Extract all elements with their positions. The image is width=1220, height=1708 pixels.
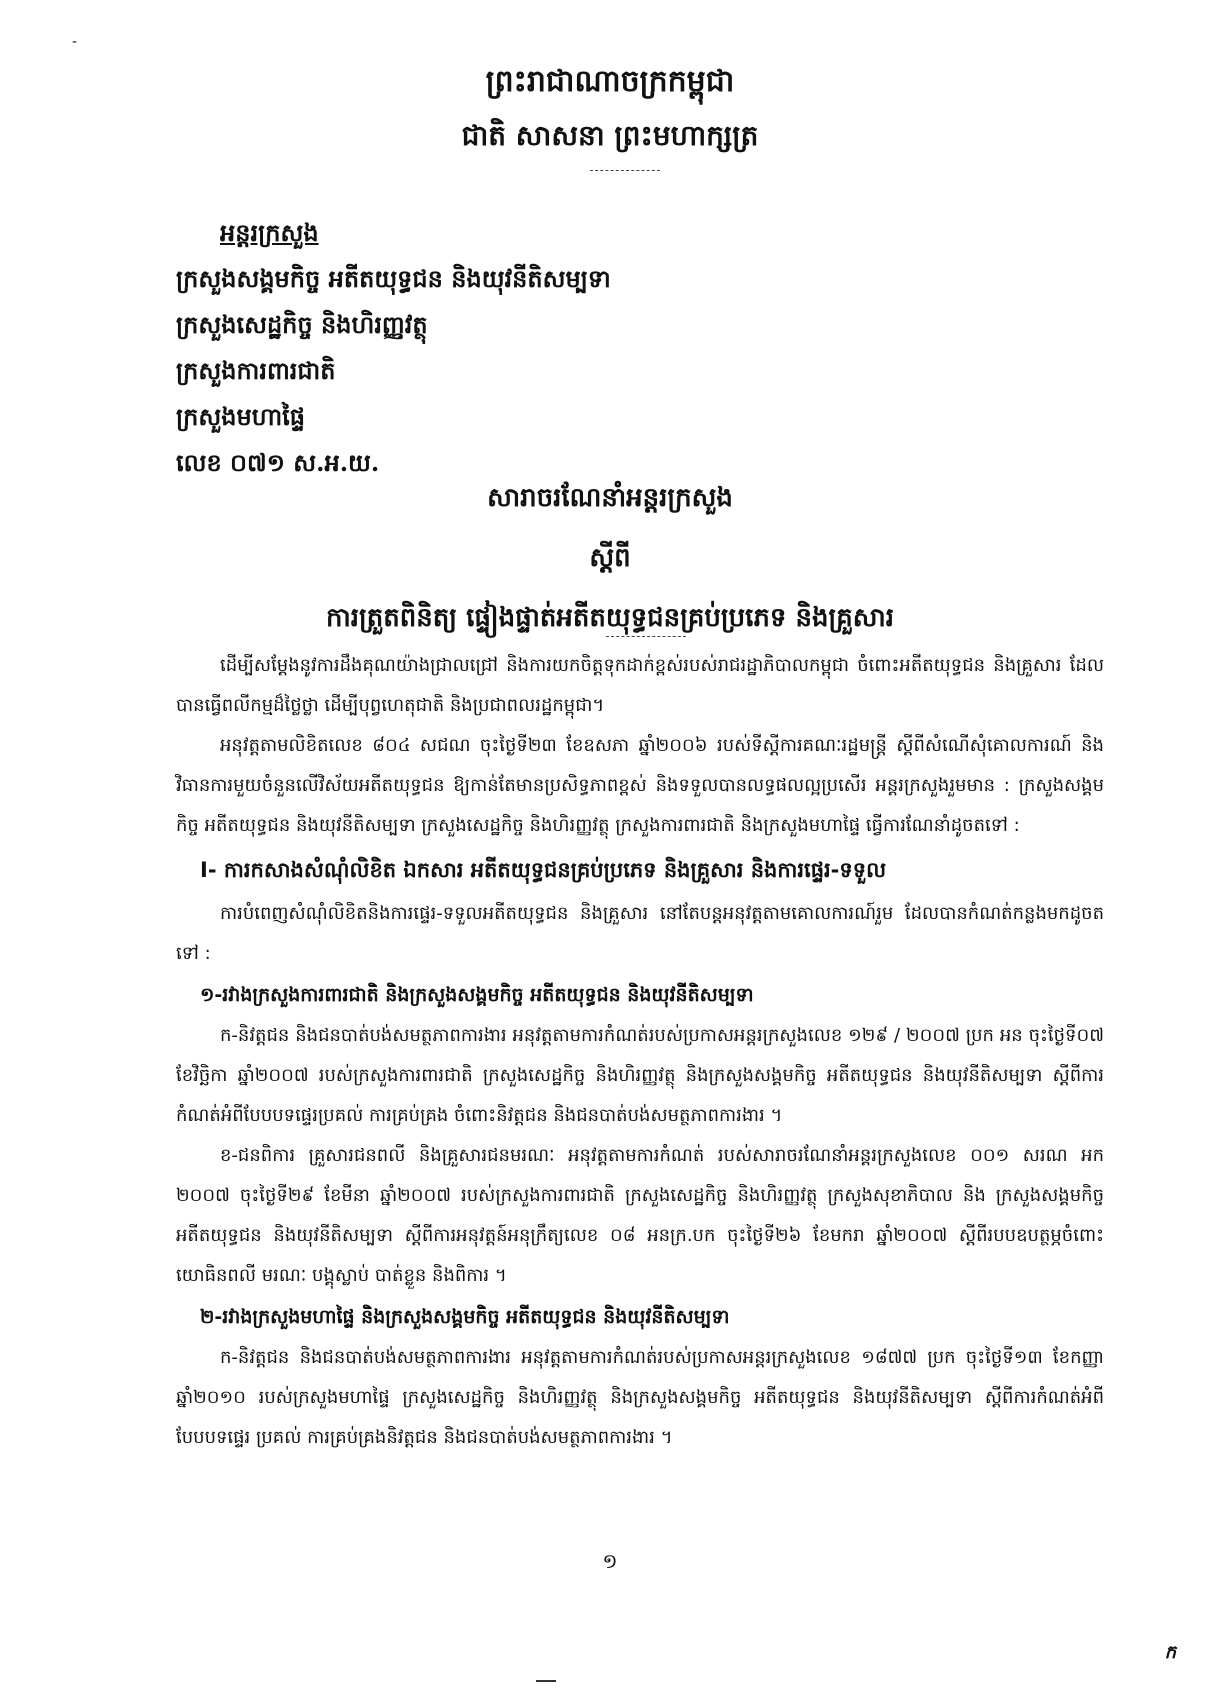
ministries-block bbox=[176, 210, 816, 486]
body-paragraph: ដើម្បីសម្តែងនូវការដឹងគុណយ៉ាងជ្រាលជ្រៅ និងការយកចិត្តទុកដាក់ខ្ពស់របស់រាជរដ្ឋាភិបាលកម្ពុជា ចំពោះអតីតយុទ្ធជន និងគ្រួសារ ដែលបានធ្វើពលីកម្មដ៏ថ្លៃថ្លា ដើម្បីបុព្វហេតុជាតិ និងប្រជាពលរដ្ឋកម្ពុជា។ bbox=[176, 655, 1104, 716]
section-title: I- ការកសាងសំណុំលិខិត ឯកសារ អតីតយុទ្ធជនគ្រប់ប្រភេទ និងគ្រួសារ និងការផ្ទេរ-ទទួល bbox=[200, 858, 887, 882]
document-number: លេខ ០៧១ ស.អ.យ. bbox=[176, 448, 380, 477]
corner-mark: ក bbox=[1164, 1642, 1176, 1663]
title-line-3: ការត្រួតពិនិត្យ ផ្ទៀងផ្ទាត់អតីតយុទ្ធជនគ្រប់ប្រភេទ និងគ្រួសារ bbox=[326, 603, 894, 633]
document-body bbox=[176, 646, 1104, 1458]
body-paragraph: អនុវត្តតាមលិខិតលេខ ៨០៤ សជណ ចុះថ្ងៃទី២៣ ខែឧសភា ឆ្នាំ២០០៦ របស់ទីស្តីការគណៈរដ្ឋមន្ត្រី ស្តីពីសំណើសុំគោលការណ៍ និងវិធានការមួយចំនួនលើវិស័យអតីតយុទ្ធជន ឱ្យកាន់តែមានប្រសិទ្ធភាពខ្ពស់ និងទទួលបានលទ្ធផលល្អប្រសើរ អន្តរក្រសួងរួមមាន : ក្រសួងសង្គមកិច្ច អតីតយុទ្ធជន និងយុវនីតិសម្បទា ក្រសួងសេដ្ឋកិច្ច និងហិរញ្ញវត្ថុ ក្រសួងការពារជាតិ និងក្រសួងមហាផ្ទៃ ធ្វើការណែនាំដូចតទៅ : bbox=[176, 735, 1104, 836]
title-line-2: ស្តីពី bbox=[589, 543, 631, 573]
page-number: ១ bbox=[602, 1549, 618, 1573]
ministry-line: ក្រសួងមហាផ្ទៃ bbox=[176, 402, 306, 431]
title-divider bbox=[606, 636, 686, 637]
subsection-title: ២-រវាងក្រសួងមហាផ្ទៃ និងក្រសួងសង្គមកិច្ច អតីតយុទ្ធជន និងយុវនីតិសម្បទា bbox=[200, 1306, 730, 1328]
ministry-line: ក្រសួងសង្គមកិច្ច អតីតយុទ្ធជន និងយុវនីតិសម្បទា bbox=[176, 264, 611, 293]
ministry-line: ក្រសួងសេដ្ឋកិច្ច និងហិរញ្ញវត្ថុ bbox=[176, 310, 428, 339]
document-title bbox=[0, 468, 1220, 648]
title-line-1: សារាចរណែនាំអន្តរក្រសួង bbox=[487, 483, 733, 513]
body-paragraph: ក-និវត្តជន និងជនបាត់បង់សមត្ថភាពការងារ អនុវត្តតាមការកំណត់របស់ប្រកាសអន្តរក្រសួងលេខ ១៨៧៧ ប្រក ចុះថ្ងៃទី១៣ ខែកញ្ញា ឆ្នាំ២០១០ របស់ក្រសួងមហាផ្ទៃ ក្រសួងសេដ្ឋកិច្ច និងហិរញ្ញវត្ថុ និងក្រសួងសង្គមកិច្ច អតីតយុទ្ធជន និងយុវនីតិសម្បទា ស្តីពីការកំណត់អំពីបែបបទផ្ទេរ ប្រគល់ ការគ្រប់គ្រងនិវត្តជន និងជនបាត់បង់សមត្ថភាពការងារ ។ bbox=[176, 1347, 1104, 1448]
national-motto: ជាតិ សាសនា ព្រះមហាក្សត្រ bbox=[461, 119, 759, 152]
scan-mark bbox=[536, 1680, 556, 1682]
body-paragraph: ក-និវត្តជន និងជនបាត់បង់សមត្ថភាពការងារ អនុវត្តតាមការកំណត់របស់ប្រកាសអន្តរក្រសួងលេខ ១២៩ / ២០០៧ ប្រក អន ចុះថ្ងៃទី០៧ ខែវិច្ឆិកា ឆ្នាំ២០០៧ របស់ក្រសួងការពារជាតិ ក្រសួងសេដ្ឋកិច្ច និងហិរញ្ញវត្ថុ និងក្រសួងសង្គមកិច្ច អតីតយុទ្ធជន និងយុវនីតិសម្បទា ស្តីពីការកំណត់អំពីបែបបទផ្ទេរប្រគល់ ការគ្រប់គ្រង ចំពោះនិវត្តជន និងជនបាត់បង់សមត្ថភាពការងារ ។ bbox=[176, 1025, 1104, 1126]
body-paragraph: ខ-ជនពិការ គ្រួសារជនពលី និងគ្រួសារជនមរណៈ អនុវត្តតាមការកំណត់ របស់សារាចរណែនាំអន្តរក្រសួងលេខ ០០១ សរណ អក ២០០៧ ចុះថ្ងៃទី២៩ ខែមីនា ឆ្នាំ២០០៧ របស់ក្រសួងការពារជាតិ ក្រសួងសេដ្ឋកិច្ច និងហិរញ្ញវត្ថុ ក្រសួងសុខាភិបាល និង ក្រសួងសង្គមកិច្ច អតីតយុទ្ធជន និងយុវនីតិសម្បទា ស្តីពីការអនុវត្តន៍អនុក្រឹត្យលេខ ០៨ អនក្រ.បក ចុះថ្ងៃទី២៦ ខែមករា ឆ្នាំ២០០៧ ស្តីពីរបបឧបត្ថម្ភចំពោះយោធិនពលី មរណៈ បង្គុស្លាប់ បាត់ខ្លួន និងពិការ ។ bbox=[176, 1145, 1104, 1286]
kingdom-heading: ព្រះរាជាណាចក្រកម្ពុជា bbox=[485, 64, 735, 99]
header-divider bbox=[590, 170, 660, 171]
body-paragraph: ការបំពេញសំណុំលិខិតនិងការផ្ទេរ-ទទួលអតីតយុទ្ធជន និងគ្រួសារ នៅតែបន្តអនុវត្តតាមគោលការណ៍រួម ដែលបានកំណត់កន្លងមកដូចតទៅ : bbox=[176, 903, 1104, 964]
scan-speck: - bbox=[72, 34, 78, 50]
subsection-title: ១-រវាងក្រសួងការពារជាតិ និងក្រសួងសង្គមកិច្ច អតីតយុទ្ធជន និងយុវនីតិសម្បទា bbox=[200, 984, 754, 1006]
ministry-line: ក្រសួងការពារជាតិ bbox=[176, 356, 336, 385]
inter-ministry-heading: អន្តរក្រសួង bbox=[220, 218, 319, 247]
